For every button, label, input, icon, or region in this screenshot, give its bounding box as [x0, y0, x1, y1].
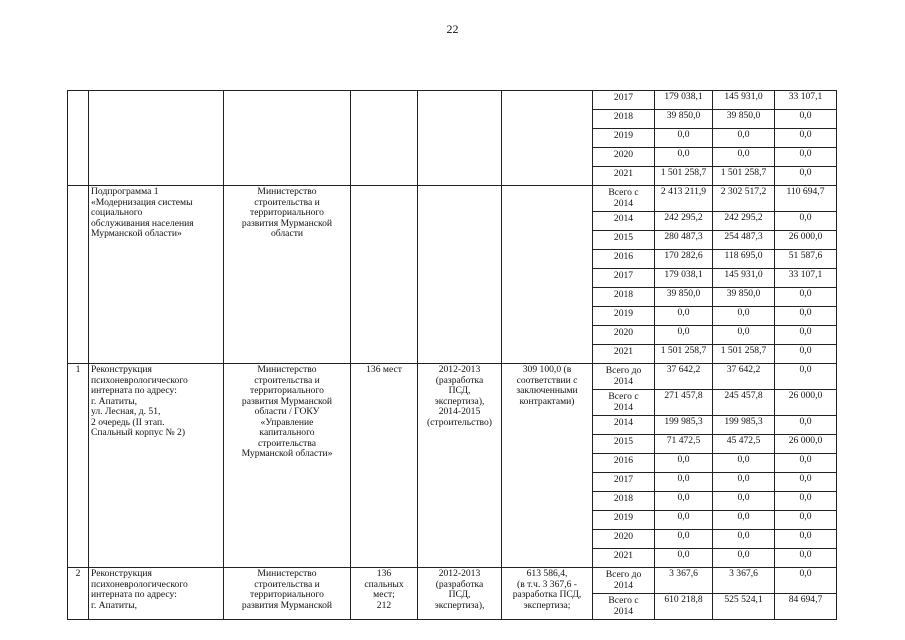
other-cell: 0,0	[775, 345, 837, 364]
executor	[224, 364, 351, 568]
year-cell: 2016	[593, 250, 655, 269]
year-cell: Всего до 2014	[593, 364, 655, 390]
total-cell: 170 282,6	[655, 250, 713, 269]
total-cell: 242 295,2	[655, 212, 713, 231]
regional-cell: 0,0	[713, 492, 775, 511]
total-cell: 179 038,1	[655, 91, 713, 110]
estimated-cost	[502, 91, 593, 186]
year-cell: 2021	[593, 549, 655, 568]
regional-cell: 3 367,6	[713, 568, 775, 594]
year-cell: 2020	[593, 326, 655, 345]
total-cell: 0,0	[655, 454, 713, 473]
other-cell: 0,0	[775, 110, 837, 129]
executor-line: территориального	[250, 589, 324, 600]
executor-line: территориального	[250, 385, 324, 396]
other-cell: 51 587,6	[775, 250, 837, 269]
other-cell: 0,0	[775, 307, 837, 326]
capacity-line: мест;	[373, 589, 395, 600]
implementation-period-line: 2012-2013	[438, 364, 481, 375]
other-cell: 26 000,0	[775, 231, 837, 250]
measure-name	[89, 186, 224, 364]
other-cell: 0,0	[775, 454, 837, 473]
measure-name-line: Подпрограмма 1	[91, 186, 159, 197]
total-cell: 0,0	[655, 511, 713, 530]
item-number	[68, 364, 89, 568]
regional-cell: 45 472,5	[713, 435, 775, 454]
total-cell: 0,0	[655, 129, 713, 148]
year-cell: 2018	[593, 288, 655, 307]
total-cell: 3 367,6	[655, 568, 713, 594]
measure-name-line: психоневрологического	[91, 578, 188, 590]
regional-cell: 245 457,8	[713, 390, 775, 416]
measure-name-line: ул. Лесная, д. 51,	[91, 406, 161, 417]
implementation-period	[418, 186, 502, 364]
regional-cell: 0,0	[713, 454, 775, 473]
year-cell: 2019	[593, 307, 655, 326]
executor-line: строительства и	[254, 374, 320, 386]
estimated-cost-line: 309 100,0 (в	[522, 364, 572, 375]
implementation-period-line: ПСД,	[448, 589, 471, 600]
total-cell: 39 850,0	[655, 288, 713, 307]
total-cell: 37 642,2	[655, 364, 713, 390]
measure-name-line: интерната по адресу:	[91, 589, 177, 600]
estimated-cost-line: разработка ПСД,	[512, 589, 582, 600]
regional-cell: 145 931,0	[713, 91, 775, 110]
year-cell: 2015	[593, 435, 655, 454]
table-row	[68, 364, 837, 390]
capacity	[351, 568, 418, 620]
measure-name	[89, 364, 224, 568]
regional-cell: 39 850,0	[713, 288, 775, 307]
measure-name-line: «Модернизация системы	[91, 196, 193, 208]
total-cell: 0,0	[655, 148, 713, 167]
other-cell: 33 107,1	[775, 269, 837, 288]
estimated-cost-line: экспертиза;	[523, 599, 571, 611]
total-cell: 179 038,1	[655, 269, 713, 288]
other-cell: 0,0	[775, 212, 837, 231]
estimated-cost-line: соответствии с	[516, 374, 578, 386]
other-cell: 0,0	[775, 167, 837, 186]
measure-name-line: 2 очередь (II этап.	[91, 416, 165, 428]
implementation-period-line: (разработка	[435, 578, 484, 590]
other-cell: 84 694,7	[775, 594, 837, 620]
year-cell: 2014	[593, 212, 655, 231]
total-cell: 1 501 258,7	[655, 345, 713, 364]
total-cell: 0,0	[655, 326, 713, 345]
implementation-period	[418, 568, 502, 620]
executor-line: развития Мурманской	[241, 217, 333, 229]
year-cell: 2014	[593, 416, 655, 435]
year-cell: Всего с 2014	[593, 186, 655, 212]
measure-name-line: г. Апатиты,	[91, 599, 138, 611]
total-cell: 1 501 258,7	[655, 167, 713, 186]
total-cell: 2 413 211,9	[655, 186, 713, 212]
item-number	[68, 568, 89, 620]
regional-cell: 0,0	[713, 530, 775, 549]
capacity-line: 212	[376, 599, 392, 611]
regional-cell: 199 985,3	[713, 416, 775, 435]
executor-line: развития Мурманской	[241, 599, 333, 611]
implementation-period	[418, 91, 502, 186]
capacity-line: 136 мест	[366, 364, 402, 375]
other-cell: 0,0	[775, 129, 837, 148]
estimated-cost-line: заключенными	[516, 385, 578, 396]
implementation-period-line: экспертиза),	[434, 395, 485, 407]
measure-name-line: обслуживания населения	[91, 217, 194, 229]
other-cell: 0,0	[775, 530, 837, 549]
measure-name-line: психоневрологического	[91, 374, 188, 386]
executor-line: области	[270, 228, 304, 239]
measure-name	[89, 568, 224, 620]
executor-line: Мурманской области»	[241, 448, 333, 459]
implementation-period-line: (разработка	[435, 374, 484, 386]
other-cell: 33 107,1	[775, 91, 837, 110]
measure-name-line: г. Апатиты,	[91, 395, 138, 407]
executor	[224, 186, 351, 364]
other-cell: 0,0	[775, 568, 837, 594]
year-cell: 2017	[593, 473, 655, 492]
measure-name-line: Мурманской области»	[91, 228, 182, 239]
total-cell: 0,0	[655, 549, 713, 568]
executor-line: Министерство	[257, 364, 317, 375]
other-cell: 0,0	[775, 288, 837, 307]
measure-name-line: социального	[91, 207, 143, 218]
total-cell: 199 985,3	[655, 416, 713, 435]
regional-cell: 0,0	[713, 473, 775, 492]
regional-cell: 254 487,3	[713, 231, 775, 250]
estimated-cost-line: контрактами)	[519, 395, 575, 407]
other-cell: 0,0	[775, 511, 837, 530]
executor-line: территориального	[250, 207, 324, 218]
implementation-period-line: (строительство)	[426, 416, 492, 428]
regional-cell: 37 642,2	[713, 364, 775, 390]
executor-line: строительства и	[254, 196, 320, 208]
year-cell: 2017	[593, 91, 655, 110]
capacity	[351, 364, 418, 568]
estimated-cost	[502, 186, 593, 364]
total-cell: 0,0	[655, 473, 713, 492]
year-cell: Всего с 2014	[593, 390, 655, 416]
executor-line: «Управление	[260, 416, 314, 428]
implementation-period	[418, 364, 502, 568]
budget-table	[67, 90, 837, 620]
other-cell: 0,0	[775, 416, 837, 435]
year-cell: Всего до 2014	[593, 568, 655, 594]
capacity	[351, 91, 418, 186]
item-number-line: 2	[75, 568, 81, 579]
year-cell: 2021	[593, 167, 655, 186]
year-cell: 2018	[593, 110, 655, 129]
item-number-line: 1	[75, 364, 81, 375]
other-cell: 26 000,0	[775, 435, 837, 454]
capacity	[351, 186, 418, 364]
measure-name-line: Спальный корпус № 2)	[91, 427, 186, 438]
executor-line: Министерство	[257, 568, 317, 579]
other-cell: 110 694,7	[775, 186, 837, 212]
implementation-period-line: 2012-2013	[438, 568, 481, 579]
measure-name-line: интерната по адресу:	[91, 385, 177, 396]
executor-line: капитального	[259, 427, 315, 438]
other-cell: 0,0	[775, 492, 837, 511]
executor-line: области / ГОКУ	[254, 406, 320, 417]
total-cell: 39 850,0	[655, 110, 713, 129]
measure-name	[89, 91, 224, 186]
implementation-period-line: 2014-2015	[438, 406, 481, 417]
estimated-cost-line: 613 586,4,	[526, 568, 568, 579]
regional-cell: 0,0	[713, 129, 775, 148]
measure-name-line: Реконструкция	[91, 568, 152, 579]
regional-cell: 145 931,0	[713, 269, 775, 288]
other-cell: 0,0	[775, 364, 837, 390]
executor-line: строительства и	[254, 578, 320, 590]
year-cell: 2015	[593, 231, 655, 250]
total-cell: 280 487,3	[655, 231, 713, 250]
regional-cell: 1 501 258,7	[713, 167, 775, 186]
implementation-period-line: ПСД,	[448, 385, 471, 396]
executor	[224, 568, 351, 620]
page-number: 22	[446, 22, 459, 36]
capacity-line: 136	[376, 568, 392, 579]
item-number	[68, 91, 89, 186]
implementation-period-line: экспертиза),	[434, 599, 485, 611]
total-cell: 0,0	[655, 492, 713, 511]
year-cell: 2018	[593, 492, 655, 511]
table-row	[68, 186, 837, 212]
table-row	[68, 91, 837, 110]
executor	[224, 91, 351, 186]
executor-line: Министерство	[257, 186, 317, 197]
capacity-line: спальных	[364, 578, 404, 590]
regional-cell: 0,0	[713, 326, 775, 345]
year-cell: 2017	[593, 269, 655, 288]
executor-line: развития Мурманской	[241, 395, 333, 407]
total-cell: 0,0	[655, 307, 713, 326]
total-cell: 0,0	[655, 530, 713, 549]
executor-line: строительства	[257, 437, 317, 449]
other-cell: 0,0	[775, 326, 837, 345]
total-cell: 71 472,5	[655, 435, 713, 454]
other-cell: 0,0	[775, 148, 837, 167]
estimated-cost	[502, 364, 593, 568]
year-cell: 2016	[593, 454, 655, 473]
year-cell: 2019	[593, 129, 655, 148]
regional-cell: 0,0	[713, 549, 775, 568]
regional-cell: 118 695,0	[713, 250, 775, 269]
other-cell: 26 000,0	[775, 390, 837, 416]
regional-cell: 525 524,1	[713, 594, 775, 620]
other-cell: 0,0	[775, 549, 837, 568]
regional-cell: 39 850,0	[713, 110, 775, 129]
regional-cell: 242 295,2	[713, 212, 775, 231]
regional-cell: 0,0	[713, 307, 775, 326]
year-cell: 2020	[593, 530, 655, 549]
table-row	[68, 568, 837, 594]
regional-cell: 0,0	[713, 148, 775, 167]
year-cell: 2019	[593, 511, 655, 530]
estimated-cost	[502, 568, 593, 620]
regional-cell: 2 302 517,2	[713, 186, 775, 212]
item-number	[68, 186, 89, 364]
other-cell: 0,0	[775, 473, 837, 492]
year-cell: Всего с 2014	[593, 594, 655, 620]
year-cell: 2021	[593, 345, 655, 364]
total-cell: 610 218,8	[655, 594, 713, 620]
year-cell: 2020	[593, 148, 655, 167]
estimated-cost-line: (в т.ч. 3 367,6 -	[517, 578, 577, 590]
total-cell: 271 457,8	[655, 390, 713, 416]
measure-name-line: Реконструкция	[91, 364, 152, 375]
regional-cell: 1 501 258,7	[713, 345, 775, 364]
regional-cell: 0,0	[713, 511, 775, 530]
